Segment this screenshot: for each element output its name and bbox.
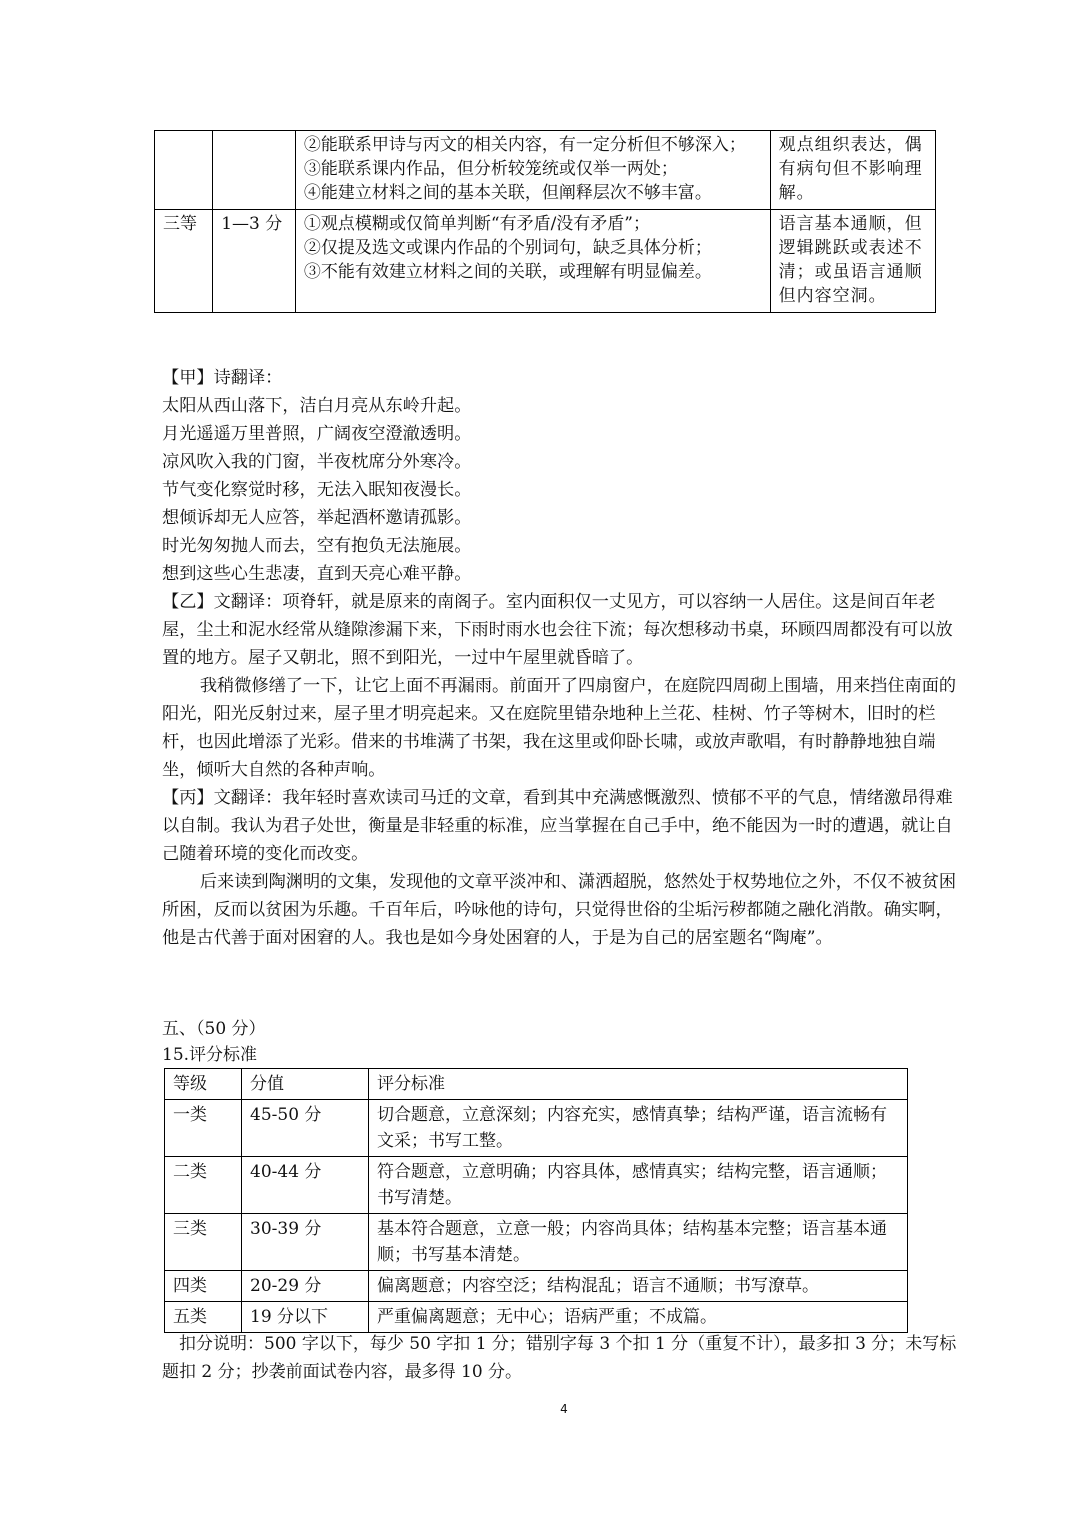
poem-line: 想倾诉却无人应答，举起酒杯邀请孤影。: [162, 508, 472, 528]
level-cell: [155, 131, 213, 210]
table-row: [165, 1271, 908, 1302]
yi-paragraph: 【乙】文翻译：项脊轩，就是原来的南阁子。室内面积仅一丈见方，可以容纳一人居住。这是间百年老屋，尘土和泥水经常从缝隙渗漏下来，下雨时雨水也会往下流；每次想移动书桌，环顾四周都没有可以放置的地方。屋子又朝北，照不到阳光，一过中午屋里就昏暗了。: [162, 592, 953, 668]
level-cell: 三等: [155, 210, 213, 313]
table-header-row: [165, 1069, 908, 1100]
criteria-line: ②仅提及选文或课内作品的个别词句，缺乏具体分析；: [303, 238, 712, 258]
table-row: [165, 1100, 908, 1157]
criteria-cell: 符合题意，立意明确；内容具体，感情真实；结构完整，语言通顺；书写清楚。: [369, 1157, 908, 1214]
criteria-cell: [295, 210, 770, 313]
yi-paragraph: 我稍微修缮了一下，让它上面不再漏雨。前面开了四扇窗户，在庭院四周砌上围墙，用来挡住南面的阳光，阳光反射过来，屋子里才明亮起来。又在庭院里错杂地种上兰花、桂树、竹子等树木，旧时的栏杆，也因此增添了光彩。借来的书堆满了书架，我在这里或仰卧长啸，或放声歌唱，有时静静地独自端坐，倾听大自然的各种声响。: [162, 676, 957, 780]
poem-line: 太阳从西山落下，洁白月亮从东岭升起。: [162, 396, 472, 416]
section-five: [162, 1016, 968, 1068]
score-cell: 40-44 分: [242, 1157, 369, 1214]
jia-title: 【甲】诗翻译：: [162, 368, 283, 388]
essay-rubric-table: [164, 1068, 908, 1333]
column-header: 等级: [165, 1069, 242, 1100]
table-row: [165, 1157, 908, 1214]
column-header: 分值: [242, 1069, 369, 1100]
deduction-note: [162, 1330, 972, 1386]
column-header: 评分标准: [369, 1069, 908, 1100]
criteria-line: ③不能有效建立材料之间的关联，或理解有明显偏差。: [303, 262, 712, 282]
criteria-cell: 偏离题意；内容空泛；结构混乱；语言不通顺；书写潦草。: [369, 1271, 908, 1302]
language-cell: 观点组织表达，偶有病句但不影响理解。: [770, 131, 935, 210]
poem-line: 月光遥遥万里普照，广阔夜空澄澈透明。: [162, 424, 472, 444]
poem-line: 时光匆匆抛人而去，空有抱负无法施展。: [162, 536, 472, 556]
level-cell: 五类: [165, 1302, 242, 1333]
page-number: 4: [560, 1402, 568, 1416]
table-row: [155, 210, 936, 313]
bing-paragraph: 【丙】文翻译：我年轻时喜欢读司马迁的文章，看到其中充满感慨激烈、愤郁不平的气息，情绪激昂得难以自制。我认为君子处世，衡量是非轻重的标准，应当掌握在自己手中，绝不能因为一时的遭遇，就让自己随着环境的变化而改变。: [162, 788, 953, 864]
criteria-line: ④能建立材料之间的基本关联，但阐释层次不够丰富。: [303, 183, 712, 203]
level-cell: 二类: [165, 1157, 242, 1214]
score-cell: 1—3 分: [213, 210, 296, 313]
poem-line: 节气变化察觉时移，无法入眠知夜漫长。: [162, 480, 472, 500]
level-cell: 四类: [165, 1271, 242, 1302]
deduction-text: 扣分说明：500 字以下，每少 50 字扣 1 分；错别字每 3 个扣 1 分（重复不计），最多扣 3 分；未写标题扣 2 分；抄袭前面试卷内容，最多得 10 分。: [162, 1334, 957, 1382]
section-heading: 五、（50 分）: [162, 1019, 266, 1039]
bing-paragraph: 后来读到陶渊明的文集，发现他的文章平淡冲和、潇洒超脱，悠然处于权势地位之外，不仅不被贫困所困，反而以贫困为乐趣。千百年后，吟咏他的诗句，只觉得世俗的尘垢污秽都随之融化消散。确实啊，他是古代善于面对困窘的人。我也是如今身处困窘的人，于是为自己的居室题名“陶庵”。: [162, 872, 957, 948]
level-cell: 三类: [165, 1214, 242, 1271]
table-row: [165, 1302, 908, 1333]
criteria-line: ①观点模糊或仅简单判断“有矛盾/没有矛盾”；: [303, 214, 650, 234]
rubric-table-continued: [154, 130, 936, 313]
table-row: [165, 1214, 908, 1271]
criteria-cell: [295, 131, 770, 210]
table-row: [155, 131, 936, 210]
poem-line: 凉风吹入我的门窗，半夜枕席分外寒冷。: [162, 452, 472, 472]
level-cell: 一类: [165, 1100, 242, 1157]
criteria-cell: 基本符合题意，立意一般；内容尚具体；结构基本完整；语言基本通顺；书写基本清楚。: [369, 1214, 908, 1271]
criteria-line: ②能联系甲诗与丙文的相关内容，有一定分析但不够深入；: [303, 135, 746, 155]
translations-section: [162, 364, 968, 952]
score-cell: 45-50 分: [242, 1100, 369, 1157]
score-cell: 19 分以下: [242, 1302, 369, 1333]
score-cell: 30-39 分: [242, 1214, 369, 1271]
score-cell: [213, 131, 296, 210]
section-subheading: 15.评分标准: [162, 1045, 258, 1065]
score-cell: 20-29 分: [242, 1271, 369, 1302]
language-cell: 语言基本通顺，但逻辑跳跃或表述不清；或虽语言通顺但内容空洞。: [770, 210, 935, 313]
criteria-cell: 严重偏离题意；无中心；语病严重；不成篇。: [369, 1302, 908, 1333]
poem-line: 想到这些心生悲凄，直到天亮心难平静。: [162, 564, 472, 584]
criteria-cell: 切合题意，立意深刻；内容充实，感情真挚；结构严谨，语言流畅有文采；书写工整。: [369, 1100, 908, 1157]
criteria-line: ③能联系课内作品，但分析较笼统或仅举一两处；: [303, 159, 678, 179]
